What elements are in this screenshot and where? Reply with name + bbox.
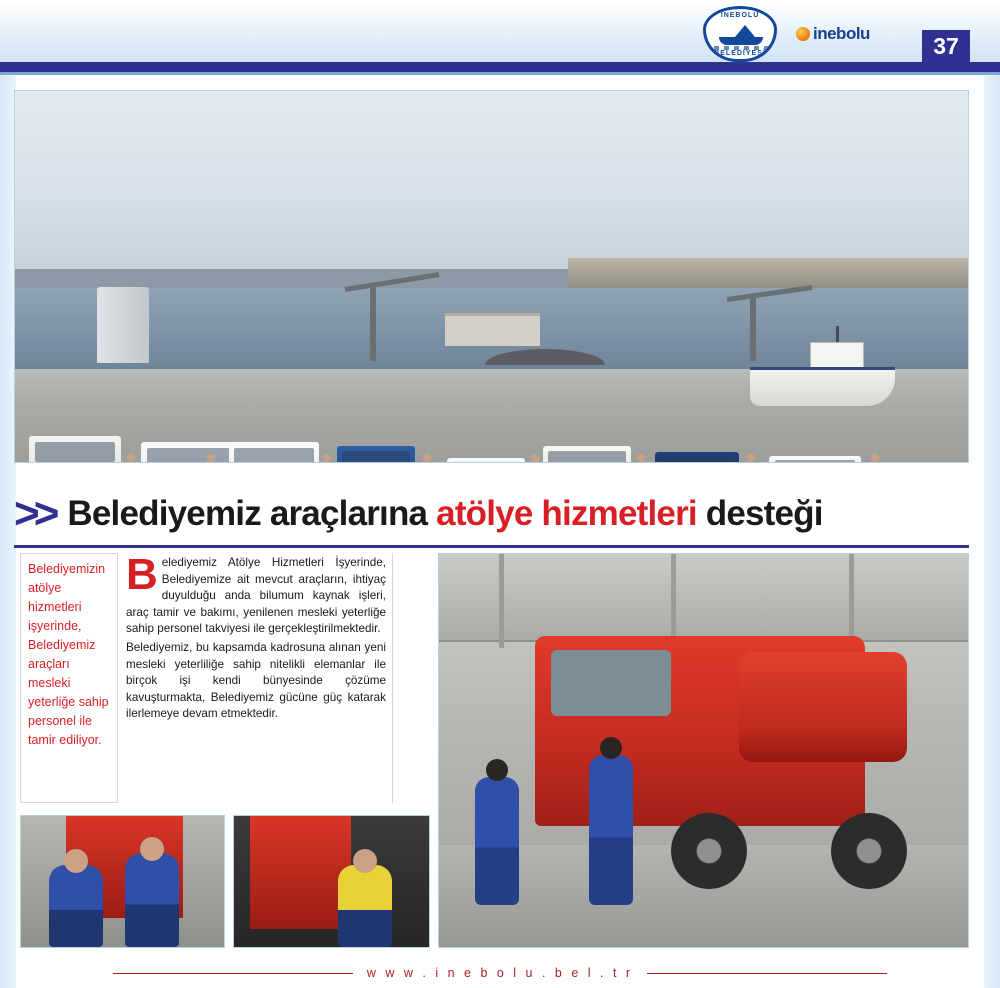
brand-dot-icon (796, 27, 810, 41)
page-number: 37 (933, 32, 959, 59)
workshop-photo-right (233, 815, 430, 948)
worker-figure (589, 755, 633, 905)
drop-cap: B (126, 550, 158, 599)
worker-figure (475, 777, 519, 905)
logo-bottom-text: BELEDİYESİ (714, 50, 766, 57)
logo-shield-icon (703, 6, 777, 62)
body-paragraph-1-text: elediyemiz Atölye Hizmetleri İşyerinde, Belediyemize ait mevcut araçların, ihtiyaç duyulduğu anda bilumum kaynak işleri, araç tamir ve bakımı, yenilenen mesleki yeterliğe sahip personel takviyesi ile gerçekleştirilmektedir. (126, 556, 386, 636)
page-number-badge (922, 30, 970, 62)
chevron-right-icon: >> (14, 489, 54, 538)
title-underline-rule (14, 545, 969, 548)
page-title (67, 494, 822, 534)
footer-rule-left (113, 973, 353, 974)
lead-paragraph: Belediyemizin atölye hizmetleri işyerinde, Belediyemiz araçları mesleki yeterliğe sahip personel ile tamir ediliyor. (20, 553, 118, 803)
title-part-1: Belediyemiz araçlarına (67, 494, 437, 533)
hero-photo (14, 90, 969, 463)
page-header (0, 0, 1000, 72)
article-body (122, 550, 390, 803)
logo-top-text: İNEBOLU (720, 12, 760, 19)
footer-rule-right (647, 973, 887, 974)
title-part-2: desteği (696, 494, 823, 533)
article-title (14, 487, 969, 541)
municipality-logo (703, 6, 777, 62)
page-footer (0, 958, 1000, 988)
footer-website-url[interactable]: w w w . i n e b o l u . b e l . t r (366, 966, 634, 980)
boat-logo-icon (719, 25, 763, 47)
header-rule (0, 62, 1000, 72)
worker-figure (49, 865, 103, 947)
worker-figure (125, 853, 179, 947)
workshop-photo-left (20, 815, 225, 948)
workshop-main-photo (438, 553, 969, 948)
column-divider (392, 553, 393, 803)
brand-text: inebolu (813, 24, 870, 43)
body-paragraph-1 (126, 550, 386, 638)
title-highlight: atölye hizmetleri (436, 494, 697, 533)
right-margin-strip (984, 75, 1000, 988)
brand-mark (796, 24, 870, 44)
worker-figure (338, 865, 392, 947)
vehicle-fleet-row (29, 391, 889, 463)
body-paragraph-2: Belediyemiz, bu kapsamda kadrosuna alınan yeni mesleki yeterliliğe sahip nitelikli elemanlar ile birçok işi kendi bünyesinde çözüme kavuşturmakta, Belediyemiz gücüne güç katarak ilerlemeye devam etmektedir. (126, 641, 386, 721)
